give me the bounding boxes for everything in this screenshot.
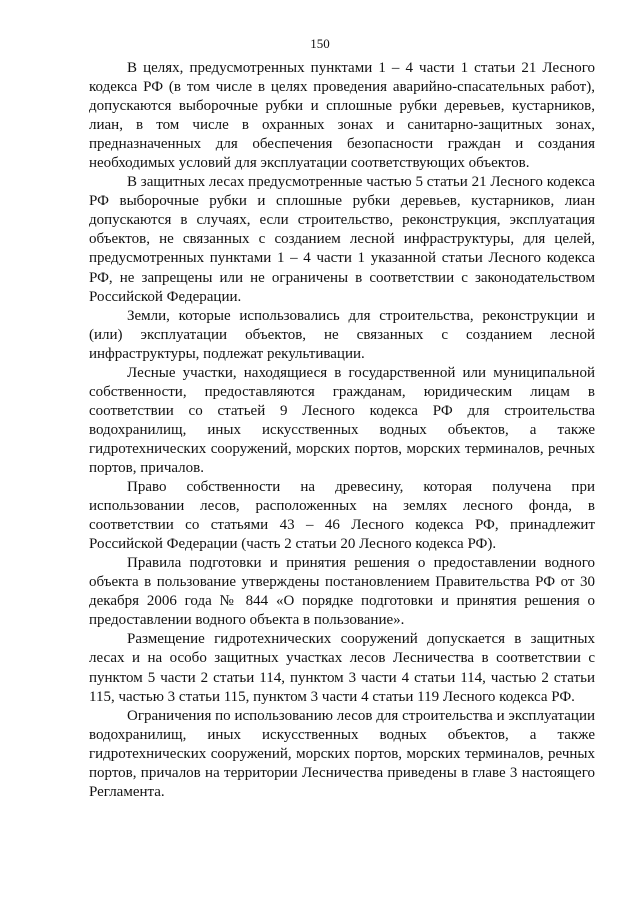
paragraph-water-object-rules: Правила подготовки и принятия решения о предоставлении водного объекта в пользование утверждены постановлением Правительства РФ от 30 декабря 2006 года № 844 «О порядке подготовки и принятия решения о предоставлении водного объекта в пользование».	[89, 555, 595, 629]
paragraph-logging-purposes: В целях, предусмотренных пунктами 1 – 4 части 1 статьи 21 Лесного кодекса РФ (в том числе в целях проведения аварийно-спасательных работ), допускаются выборочные рубки и сплошные рубки деревьев, кустарников, лиан, в том числе в охранных зонах и санитарно-защитных зонах, предназначенных для обеспечения безопасности граждан и создания необходимых условий для эксплуатации соответствующих объектов.	[89, 60, 595, 172]
document-body	[89, 59, 595, 802]
paragraph-protective-forests: В защитных лесах предусмотренные частью 5 статьи 21 Лесного кодекса РФ выборочные рубки и сплошные рубки деревьев, кустарников, лиан допускаются в случаях, если строительство, реконструкция, эксплуатация объектов, не связанных с созданием лесной инфраструктуры, для целей, предусмотренных пунктами 1 – 4 части 1 указанной статьи Лесного кодекса РФ, не запрещены или не ограничены в соответствии с законодательством Российской Федерации.	[89, 174, 595, 305]
paragraph-hydrotechnical-placement: Размещение гидротехнических сооружений допускается в защитных лесах и на особо защитных участках лесов Лесничества в соответствии с пунктом 5 части 2 статьи 114, пунктом 3 части 4 статьи 114, частью 2 статьи 115, частью 3 статьи 115, пунктом 3 части 4 статьи 119 Лесного кодекса РФ.	[89, 631, 595, 705]
paragraph-forest-plots: Лесные участки, находящиеся в государственной или муниципальной собственности, предоставляются гражданам, юридическим лицам в соответствии со статьей 9 Лесного кодекса РФ для строительства водохранилищ, иных искусственных водных объектов, а также гидротехнических сооружений, морских портов, морских терминалов, речных портов, причалов.	[89, 364, 595, 476]
paragraph-timber-ownership: Право собственности на древесину, которая получена при использовании лесов, расположенных на землях лесного фонда, в соответствии со статьями 43 – 46 Лесного кодекса РФ, принадлежит Российской Федерации (часть 2 статьи 20 Лесного кодекса РФ).	[89, 479, 595, 553]
paragraph-restrictions: Ограничения по использованию лесов для строительства и эксплуатации водохранилищ, иных искусственных водных объектов, а также гидротехнических сооружений, морских портов, морских терминалов, речных портов, причалов на территории Лесничества приведены в главе 3 настоящего Регламента.	[89, 707, 595, 800]
paragraph-land-recultivation: Земли, которые использовались для строительства, реконструкции и (или) эксплуатации объектов, не связанных с созданием лесной инфраструктуры, подлежат рекультивации.	[89, 307, 595, 362]
page-number: 150	[310, 36, 330, 51]
